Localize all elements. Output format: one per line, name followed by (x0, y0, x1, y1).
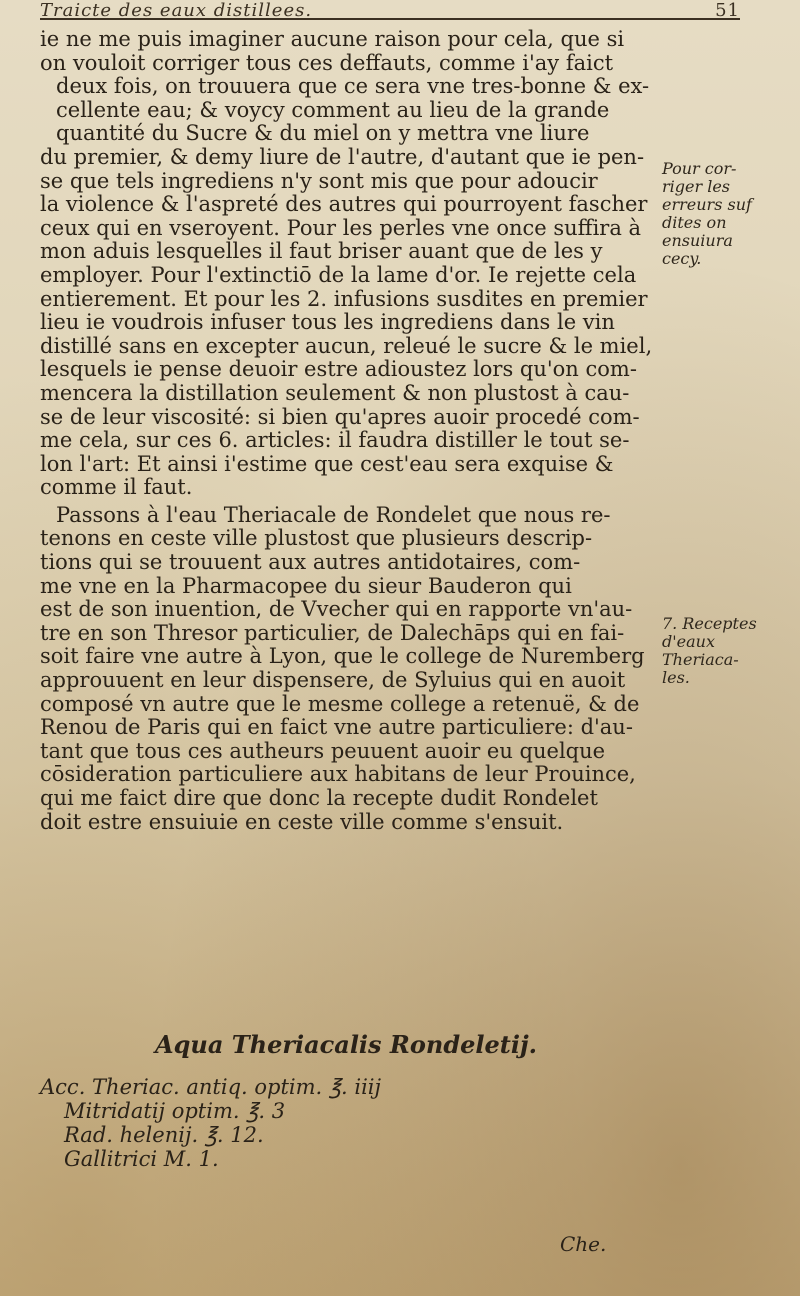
text-line: mencera la distillation seulement & non plustost à cau- (40, 381, 630, 405)
text-line: est de son inuention, de Vvecher qui en rapporte vn'au- (40, 598, 633, 622)
text-line: doit estre ensuiuie en ceste ville comme s'ensuit. (40, 810, 564, 834)
margin-note-line: Pour cor- (662, 159, 737, 178)
text-line: tions qui se trouuent aux autres antidotaires, com- (40, 551, 581, 575)
text-line: cōsideration particuliere aux habitans de leur Prouince, (40, 763, 636, 787)
main-text-block (40, 28, 652, 834)
text-line: Renou de Paris qui en faict vne autre particuliere: d'au- (40, 716, 633, 740)
text-line: soit faire vne autre à Lyon, que le college de Nuremberg (40, 645, 645, 669)
text-line: tant que tous ces autheurs peuuent auoir eu quelque (40, 739, 606, 763)
text-line: la violence & l'aspreté des autres qui pourroyent fascher (40, 193, 648, 217)
text-line: composé vn autre que le mesme college a retenuë, & de (40, 692, 640, 716)
text-line: lieu ie voudrois infuser tous les ingrediens dans le vin (40, 311, 615, 335)
text-line: du premier, & demy liure de l'autre, d'autant que ie pen- (40, 145, 645, 169)
text-line: me vne en la Pharmacopee du sieur Bauderon qui (40, 574, 572, 598)
ingredient-line: Mitridatij optim. ℥. 3 (64, 1099, 286, 1123)
text-line: se de leur viscosité: si bien qu'apres auoir procedé com- (40, 405, 640, 429)
ingredient-line: Gallitrici M. 1. (64, 1147, 219, 1171)
text-line: comme il faut. (40, 476, 193, 500)
running-title: Traicte des eaux distillees. (40, 0, 313, 20)
margin-note-corrections (662, 160, 792, 268)
text-line: ie ne me puis imaginer aucune raison pour cela, que si (40, 28, 625, 51)
text-line: cellente eau; & voycy comment au lieu de la grande (56, 98, 610, 122)
recipe-title: Aqua Theriacalis Rondeletij. (155, 1030, 537, 1059)
text-line: Passons à l'eau Theriacale de Rondelet que nous re- (56, 503, 611, 527)
text-line: lesquels ie pense deuoir estre adioustez lors qu'on com- (40, 358, 637, 382)
text-line: ceux qui en vseroyent. Pour les perles vne once suffira à (40, 216, 642, 240)
text-line: lon l'art: Et ainsi i'estime que cest'eau sera exquise & (40, 452, 614, 476)
page-number: 51 (715, 0, 740, 20)
text-line: entierement. Et pour les 2. infusions susdites en premier (40, 287, 648, 311)
margin-note-line: riger les (662, 177, 731, 196)
margin-note-line: cecy. (662, 249, 702, 268)
margin-note-line: d'eaux (662, 632, 715, 651)
text-line: tre en son Thresor particulier, de Dalechāps qui en fai- (40, 621, 625, 645)
margin-note-line: Theriaca- (662, 650, 739, 669)
ingredient-line: Rad. helenij. ℥. 12. (64, 1123, 264, 1147)
text-line: qui me faict dire que donc la recepte dudit Rondelet (40, 787, 598, 810)
text-line: distillé sans en excepter aucun, releué le sucre & le miel, (40, 334, 652, 358)
text-line: deux fois, on trouuera que ce sera vne tres-bonne & ex- (56, 75, 650, 99)
margin-note-receptes (662, 615, 792, 687)
text-line: employer. Pour l'extinctiō de la lame d'or. Ie rejette cela (40, 263, 637, 287)
text-line: mon aduis lesquelles il faut briser auant que de les y (40, 240, 603, 264)
recipe-ingredients (40, 1075, 652, 1171)
text-line: me cela, sur ces 6. articles: il faudra distiller le tout se- (40, 429, 630, 453)
text-line: on vouloit corriger tous ces deffauts, comme i'ay faict (40, 51, 614, 75)
margin-note-line: 7. Receptes (662, 614, 757, 633)
text-line: quantité du Sucre & du miel on y mettra vne liure (56, 122, 590, 146)
running-header (40, 0, 740, 20)
margin-note-line: les. (662, 668, 690, 687)
text-line: approuuent en leur dispensere, de Syluius qui en auoit (40, 669, 626, 693)
margin-note-line: dites on (662, 213, 727, 232)
margin-note-line: ensuiura (662, 231, 733, 250)
margin-note-line: erreurs suf (662, 195, 752, 214)
text-line: tenons en ceste ville plustost que plusieurs descrip- (40, 527, 593, 551)
catchword: Che. (560, 1232, 607, 1256)
ingredient-line: Acc. Theriac. antiq. optim. ℥. iiij (40, 1075, 382, 1099)
text-line: se que tels ingrediens n'y sont mis que pour adoucir (40, 169, 598, 193)
